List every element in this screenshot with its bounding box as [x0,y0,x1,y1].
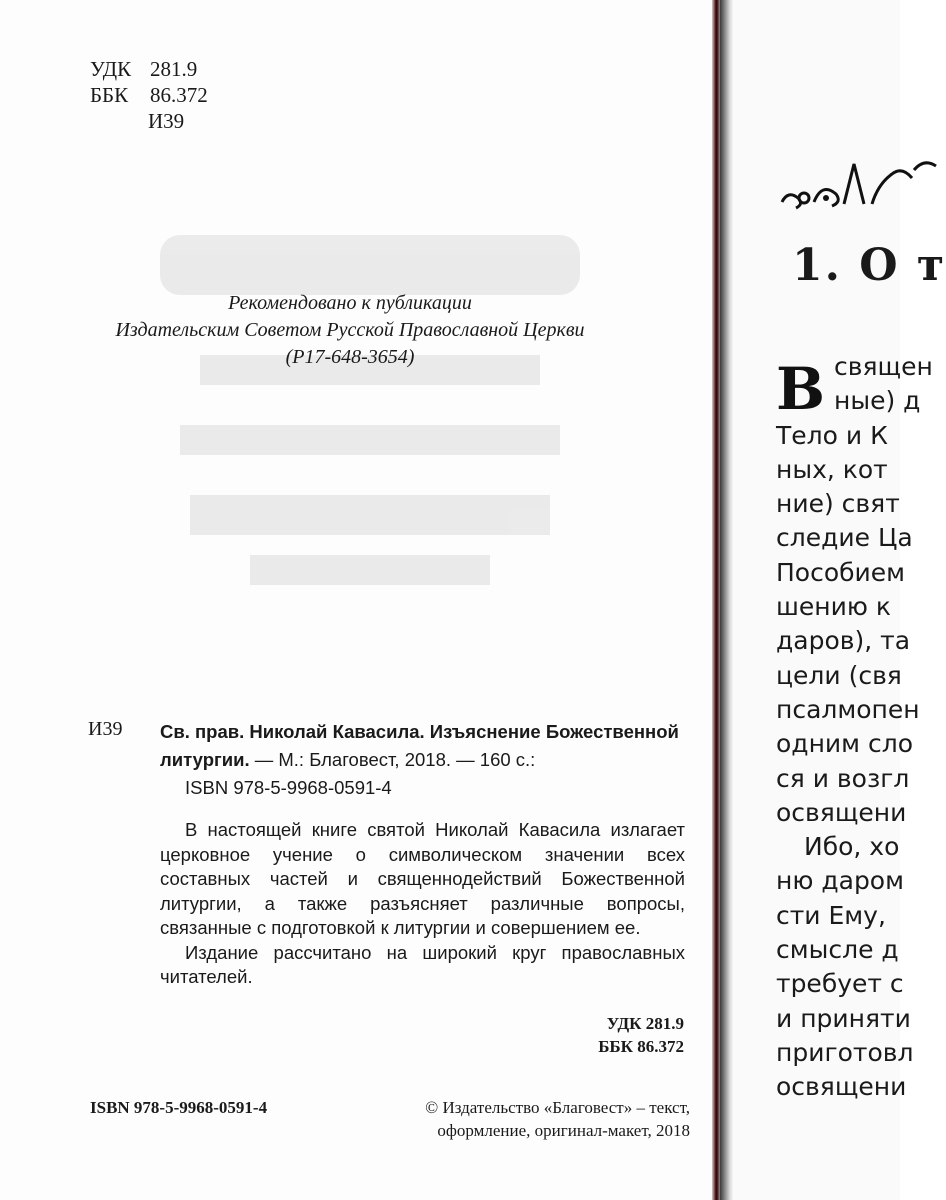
annotation [160,818,685,990]
bbk-value: 86.372 [150,83,208,107]
text-line: священ [834,352,933,381]
text-line: смысле д [776,935,899,965]
catalog-isbn: ISBN 978-5-9968-0591-4 [185,777,392,798]
classification-bottom [484,1012,684,1058]
text-line: ние) свят [776,489,900,519]
text-line: освящени [776,797,907,827]
text-line: цели (свя [776,660,902,690]
drop-cap: В [776,355,826,423]
copyright-line: © Издательство «Благовест» – текст, [425,1098,690,1117]
copyright-notice [400,1096,690,1142]
text-line: сти Ему, [776,900,886,930]
text-line: ные) д [834,386,921,416]
text-line: ных, кот [776,454,888,484]
text-line: псалмопен [776,694,920,724]
text-line: ся и возгл [776,763,910,793]
udk-value: 281.9 [150,57,198,81]
text-line: и приняти [776,1003,911,1033]
chapter-heading: 1. О т [792,240,946,291]
text-line: шению к [776,592,891,622]
right-page [734,0,946,1200]
text-line: Пособием [776,557,906,587]
text-line: даров), та [776,626,911,656]
bbk-bottom: ББК 86.372 [598,1037,684,1056]
udk-label: УДК [90,57,132,81]
text-line: освящени [776,1072,907,1102]
copyright-line: оформление, оригинал-макет, 2018 [437,1121,690,1140]
text-line: требует с [776,969,904,999]
author-code: И39 [148,109,185,133]
ornament-flourish-icon [774,140,944,220]
recommendation-line: Рекомендовано к публикации [228,292,472,314]
bbk-label: ББК [90,83,129,107]
annotation-paragraph: В настоящей книге святой Николай Кавасила излагает церковное учение о символическом значении всех составных частей и священнодействий Божественной литургии, а также разъясняет различные вопросы, связанные с подготовкой к литургии и совершением ее. [160,819,685,938]
catalog-entry [160,718,685,774]
text-line: следие Ца [776,523,913,553]
text-line: приготовл [776,1037,914,1067]
catalog-entry-code: И39 [88,718,123,740]
right-page-body [776,350,933,1105]
text-line: одним сло [776,729,913,759]
book-spine-edge [712,0,720,1200]
recommendation-line: Издательским Советом Русской Православной Церкви [115,319,585,341]
classification-block [90,56,208,134]
recommendation-note [60,290,640,371]
text-line: ню даром [776,866,904,896]
recommendation-line: (Р17-648-3654) [285,346,415,368]
udk-bottom: УДК 281.9 [606,1014,684,1033]
text-line: Тело и К [776,420,888,450]
text-line: Ибо, хо [804,832,900,862]
page-fold-shadow [720,0,734,1200]
isbn-bottom: ISBN 978-5-9968-0591-4 [90,1098,268,1117]
bleed-through-ornament [140,225,600,605]
catalog-title: Св. прав. Николай Кавасила. Изъяснение Божественной литургии. [160,721,679,770]
catalog-imprint: — М.: Благовест, 2018. — 160 с.: [249,749,536,770]
annotation-paragraph: Издание рассчитано на широкий круг православных читателей. [160,941,685,987]
